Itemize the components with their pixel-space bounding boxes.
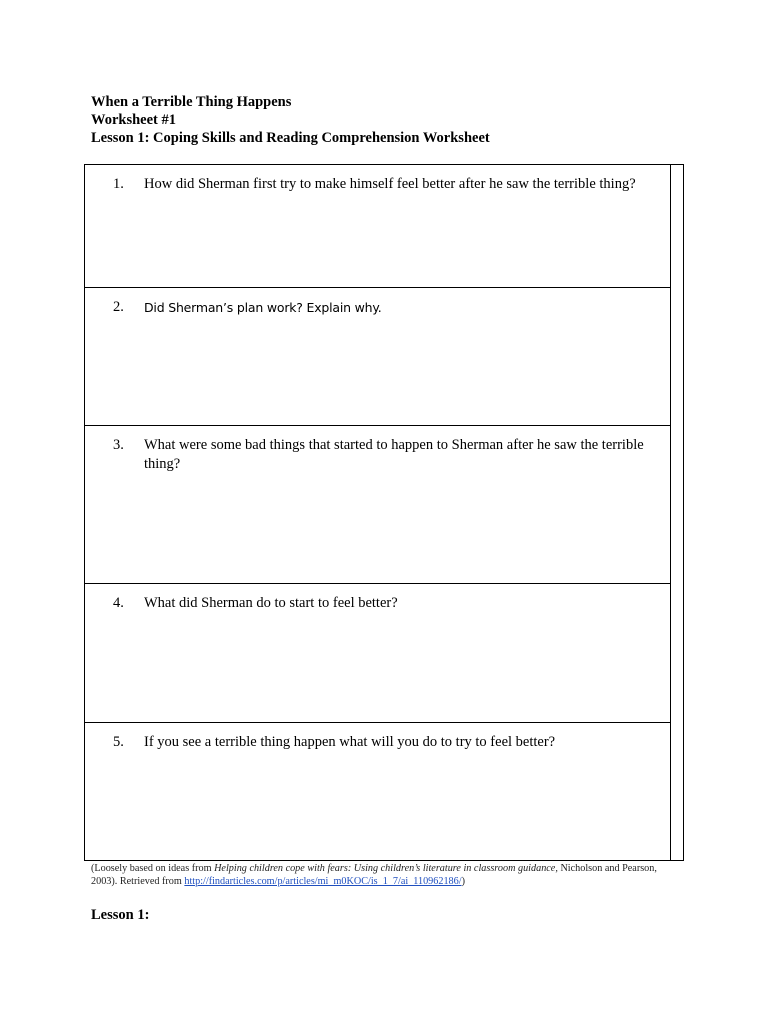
question-text: How did Sherman first try to make himself feel better after he saw the terrible thing? <box>144 176 636 192</box>
question-text: What were some bad things that started to happen to Sherman after he saw the terrible thing? <box>144 437 644 472</box>
question-row[interactable] <box>85 584 670 723</box>
citation-footnote <box>91 862 671 888</box>
footnote-prefix: (Loosely based on ideas from <box>91 863 215 874</box>
question-table <box>84 164 684 861</box>
question-row[interactable] <box>85 165 670 288</box>
question-text: Did Sherman’s plan work? Explain why. <box>144 300 382 315</box>
question-text: What did Sherman do to start to feel better? <box>144 595 398 611</box>
footer-lesson-heading: Lesson 1: <box>91 907 150 923</box>
question-number: 2. <box>113 299 124 315</box>
question-row[interactable] <box>85 288 670 426</box>
question-row[interactable] <box>85 426 670 584</box>
worksheet-header <box>91 93 490 147</box>
table-right-column <box>670 165 671 860</box>
question-number: 3. <box>113 437 124 453</box>
document-title: When a Terrible Thing Happens <box>91 94 292 110</box>
question-text: If you see a terrible thing happen what will you do to try to feel better? <box>144 734 556 750</box>
worksheet-number: Worksheet #1 <box>91 112 176 128</box>
question-number: 4. <box>113 595 124 611</box>
question-number: 5. <box>113 734 124 750</box>
question-number: 1. <box>113 176 124 192</box>
footnote-link[interactable]: http://findarticles.com/p/articles/mi_m0KOC/is_1_7/ai_110962186/ <box>184 876 462 887</box>
footnote-book-rest: literature in classroom guidance, <box>420 863 558 874</box>
footnote-book-title: Helping children cope with fears: Using children’s <box>214 863 421 874</box>
footnote-suffix: ) <box>461 876 465 887</box>
lesson-heading: Lesson 1: Coping Skills and Reading Comprehension Worksheet <box>91 130 490 146</box>
question-row[interactable] <box>85 723 670 860</box>
footnote-authors: Nicholson and Pearson, 2003). Retrieved from <box>91 863 657 887</box>
